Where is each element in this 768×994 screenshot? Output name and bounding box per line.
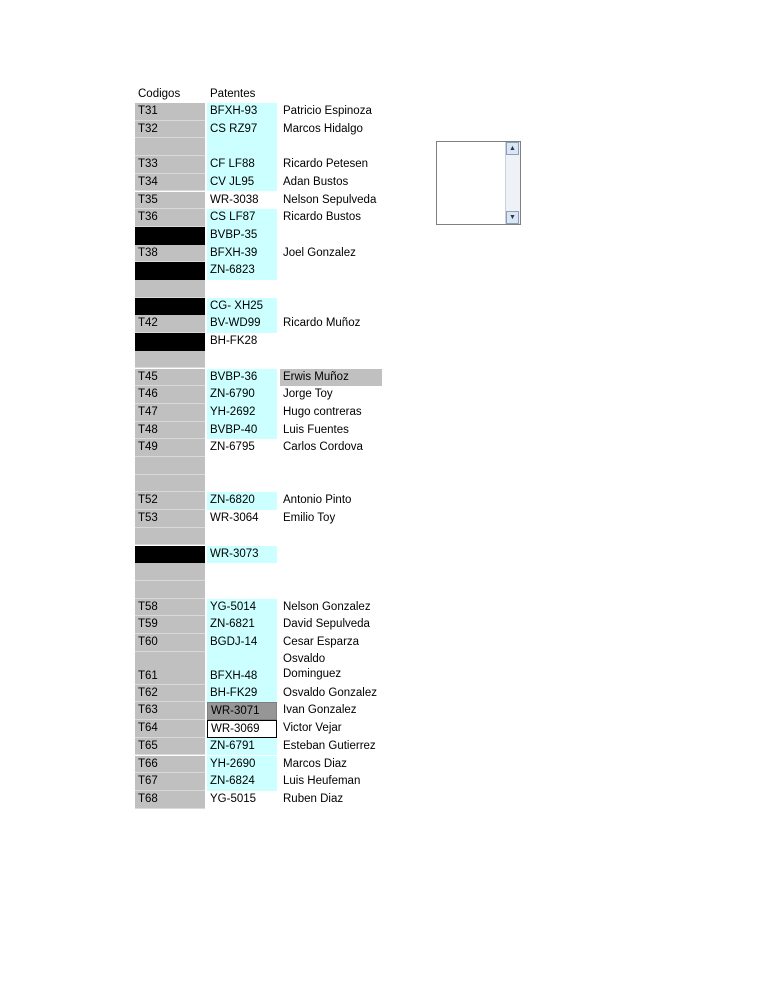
cell-patente[interactable]: CF LF88 bbox=[207, 156, 277, 174]
cell-code[interactable]: T68 bbox=[135, 791, 205, 809]
cell-nombre[interactable] bbox=[280, 351, 382, 369]
cell-code[interactable]: T42 bbox=[135, 315, 205, 333]
cell-patente[interactable]: ZN-6820 bbox=[207, 492, 277, 510]
cell-code[interactable] bbox=[135, 581, 205, 599]
cell-patente[interactable]: BFXH-93 bbox=[207, 103, 277, 121]
cell-code[interactable]: T62 bbox=[135, 685, 205, 703]
cell-nombre[interactable] bbox=[280, 581, 382, 599]
cell-patente[interactable]: ZN-6823 bbox=[207, 262, 277, 280]
cell-patente[interactable] bbox=[207, 475, 277, 493]
header-patentes: Patentes bbox=[210, 88, 256, 100]
cell-code[interactable] bbox=[135, 475, 205, 493]
cell-code[interactable]: T35 bbox=[135, 192, 205, 210]
cell-patente[interactable]: WR-3038 bbox=[210, 193, 259, 206]
cell-code[interactable] bbox=[135, 298, 205, 316]
cell-nombre[interactable]: Patricio Espinoza bbox=[283, 105, 372, 117]
cell-code[interactable]: T52 bbox=[135, 492, 205, 510]
cell-patente[interactable]: BH-FK29 bbox=[207, 685, 277, 703]
cell-nombre[interactable] bbox=[280, 262, 382, 280]
cell-nombre[interactable]: Victor Vejar bbox=[283, 722, 342, 735]
cell-nombre[interactable]: Cesar Esparza bbox=[283, 636, 360, 648]
cell-patente[interactable]: ZN-6821 bbox=[207, 616, 277, 634]
cell-nombre[interactable]: David Sepulveda bbox=[283, 618, 370, 631]
cell-nombre[interactable] bbox=[280, 333, 382, 351]
cell-patente[interactable]: YG-5015 bbox=[210, 792, 257, 805]
cell-nombre[interactable]: Ricardo Bustos bbox=[283, 211, 361, 224]
cell-nombre[interactable]: Marcos Hidalgo bbox=[283, 122, 363, 135]
cell-nombre[interactable] bbox=[280, 227, 382, 245]
cell-code[interactable]: T32 bbox=[135, 121, 205, 139]
cell-nombre[interactable]: Osvaldo Dominguez bbox=[283, 652, 342, 680]
cell-code[interactable]: T58 bbox=[135, 599, 205, 617]
scrollbar[interactable] bbox=[505, 142, 520, 224]
cell-nombre[interactable]: Erwis Muñoz bbox=[280, 369, 382, 387]
cell-code[interactable]: T60 bbox=[135, 634, 205, 652]
cell-patente[interactable]: CV JL95 bbox=[207, 174, 277, 192]
cell-code[interactable]: T67 bbox=[135, 773, 205, 791]
cell-patente[interactable] bbox=[207, 581, 277, 599]
scroll-down-icon[interactable]: ▼ bbox=[506, 211, 519, 224]
cell-patente[interactable]: BFXH-39 bbox=[207, 245, 277, 263]
cell-patente[interactable]: BH-FK28 bbox=[210, 335, 258, 348]
cell-nombre[interactable]: Antonio Pinto bbox=[283, 494, 352, 507]
cell-nombre[interactable]: Luis Fuentes bbox=[283, 423, 349, 436]
cell-nombre[interactable]: Adan Bustos bbox=[283, 175, 349, 188]
cell-code[interactable] bbox=[135, 563, 205, 581]
cell-code[interactable]: T66 bbox=[135, 756, 205, 774]
cell-nombre[interactable] bbox=[280, 298, 382, 316]
cell-nombre[interactable]: Marcos Diaz bbox=[283, 757, 347, 770]
scroll-up-icon[interactable]: ▲ bbox=[506, 142, 519, 155]
cell-patente[interactable]: BGDJ-14 bbox=[207, 634, 277, 652]
cell-code[interactable] bbox=[135, 457, 205, 475]
cell-patente[interactable]: BVBP-35 bbox=[207, 227, 277, 245]
cell-code[interactable] bbox=[135, 227, 205, 245]
cell-patente[interactable] bbox=[207, 457, 277, 475]
cell-patente[interactable]: ZN-6790 bbox=[207, 386, 277, 404]
cell-patente[interactable] bbox=[207, 351, 277, 369]
cell-nombre[interactable]: Osvaldo Gonzalez bbox=[283, 686, 377, 699]
cell-code[interactable]: T33 bbox=[135, 156, 205, 174]
cell-code[interactable] bbox=[135, 138, 205, 156]
cell-code[interactable] bbox=[135, 262, 205, 280]
header-codigos: Codigos bbox=[138, 88, 181, 100]
cell-patente[interactable]: YG-5014 bbox=[207, 599, 277, 617]
cell-patente[interactable]: BV-WD99 bbox=[207, 315, 277, 333]
cell-nombre[interactable]: Nelson Gonzalez bbox=[283, 600, 371, 613]
cell-code[interactable] bbox=[135, 546, 205, 564]
cell-code[interactable]: T49 bbox=[135, 439, 205, 457]
cell-nombre[interactable]: Nelson Sepulveda bbox=[283, 193, 377, 206]
cell-nombre[interactable] bbox=[280, 528, 382, 546]
cell-code[interactable]: T46 bbox=[135, 386, 205, 404]
cell-patente[interactable]: CS RZ97 bbox=[207, 121, 277, 139]
cell-code[interactable]: T38 bbox=[135, 245, 205, 263]
cell-code[interactable]: T65 bbox=[135, 738, 205, 756]
cell-patente[interactable]: YH-2690 bbox=[207, 756, 277, 774]
cell-nombre[interactable]: Ricardo Petesen bbox=[283, 158, 369, 171]
cell-nombre[interactable]: Emilio Toy bbox=[283, 512, 336, 525]
cell-nombre[interactable] bbox=[280, 563, 382, 581]
list-box[interactable] bbox=[436, 141, 521, 225]
cell-code[interactable] bbox=[135, 351, 205, 369]
cell-code[interactable]: T47 bbox=[135, 404, 205, 422]
cell-code[interactable]: T34 bbox=[135, 174, 205, 192]
cell-nombre[interactable]: Luis Heufeman bbox=[283, 775, 361, 788]
cell-code[interactable]: T63 bbox=[135, 702, 205, 720]
cell-patente[interactable]: ZN-6824 bbox=[207, 773, 277, 791]
cell-patente[interactable]: ZN-6791 bbox=[207, 738, 277, 756]
cell-patente[interactable] bbox=[207, 280, 277, 298]
cell-patente[interactable]: CS LF87 bbox=[207, 209, 277, 227]
cell-nombre[interactable]: Ruben Diaz bbox=[283, 792, 344, 805]
cell-patente[interactable] bbox=[207, 563, 277, 581]
cell-patente[interactable]: WR-3069 bbox=[207, 720, 277, 738]
cell-nombre[interactable]: Ricardo Muñoz bbox=[283, 317, 361, 330]
cell-code[interactable]: T36 bbox=[135, 209, 205, 227]
cell-code[interactable] bbox=[135, 333, 205, 351]
cell-patente[interactable]: WR-3071 bbox=[207, 702, 277, 720]
cell-nombre[interactable]: Joel Gonzalez bbox=[283, 246, 356, 259]
cell-code[interactable]: T61 bbox=[135, 652, 205, 685]
cell-code[interactable]: T45 bbox=[135, 369, 205, 387]
cell-patente[interactable]: WR-3073 bbox=[207, 546, 277, 564]
cell-patente[interactable]: ZN-6795 bbox=[210, 441, 255, 454]
cell-code[interactable]: T31 bbox=[135, 103, 205, 121]
cell-nombre[interactable]: Ivan Gonzalez bbox=[283, 704, 357, 717]
cell-patente[interactable]: BVBP-36 bbox=[207, 369, 277, 387]
cell-patente[interactable] bbox=[207, 528, 277, 546]
cell-nombre[interactable]: Jorge Toy bbox=[283, 388, 333, 401]
cell-nombre[interactable]: Carlos Cordova bbox=[283, 441, 363, 454]
cell-patente[interactable] bbox=[207, 138, 277, 156]
cell-code[interactable] bbox=[135, 280, 205, 298]
cell-nombre[interactable] bbox=[280, 457, 382, 475]
cell-nombre[interactable] bbox=[280, 138, 382, 156]
cell-patente[interactable]: BFXH-48 bbox=[207, 652, 277, 685]
cell-code[interactable]: T64 bbox=[135, 720, 205, 738]
cell-nombre[interactable] bbox=[280, 280, 382, 298]
cell-code[interactable]: T48 bbox=[135, 422, 205, 440]
cell-nombre[interactable] bbox=[280, 475, 382, 493]
cell-nombre[interactable]: Esteban Gutierrez bbox=[283, 739, 376, 752]
cell-code[interactable]: T59 bbox=[135, 616, 205, 634]
cell-patente[interactable]: BVBP-40 bbox=[207, 422, 277, 440]
cell-nombre[interactable]: Hugo contreras bbox=[283, 405, 362, 418]
cell-patente[interactable]: CG- XH25 bbox=[207, 298, 277, 316]
cell-nombre[interactable] bbox=[280, 546, 382, 564]
cell-patente[interactable]: YH-2692 bbox=[207, 404, 277, 422]
cell-code[interactable] bbox=[135, 528, 205, 546]
cell-patente[interactable]: WR-3064 bbox=[210, 512, 259, 525]
cell-code[interactable]: T53 bbox=[135, 510, 205, 528]
